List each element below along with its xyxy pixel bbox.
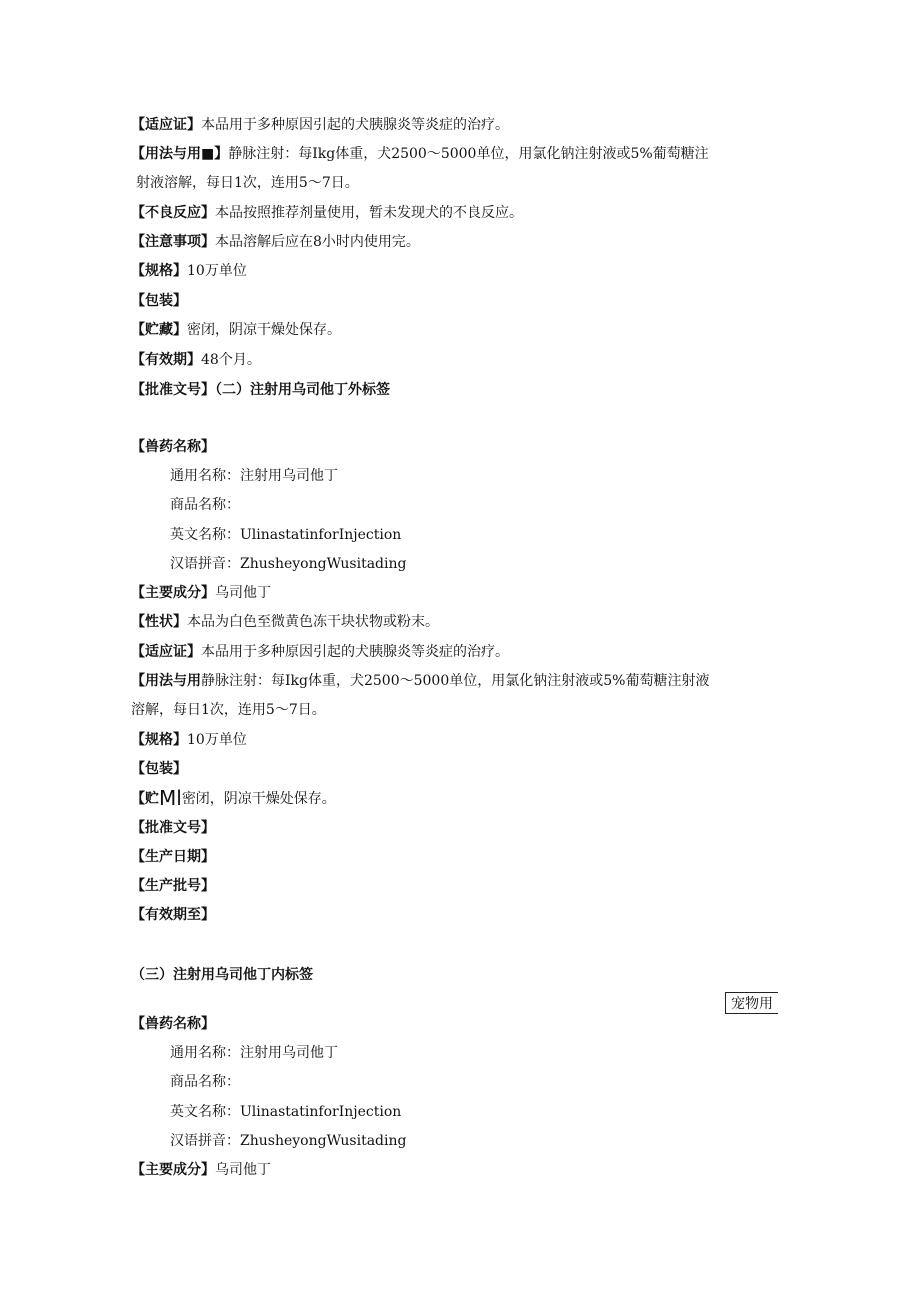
s3-name-label: 【兽药名称】 [131, 1016, 215, 1032]
s2-ingredient-text: 乌司他丁 [215, 585, 271, 601]
s2-approval-label: 【批准文号】 [131, 820, 215, 836]
s2-pinyin-name: 汉语拼音：ZhusheyongWusitading [170, 556, 407, 572]
s2-dosage-line-cont [131, 700, 326, 720]
s2-property-line [131, 612, 439, 632]
dosage-label: 【用法与用■】 [131, 146, 229, 162]
validity-label: 【有效期】 [131, 352, 201, 368]
adverse-text: 本品按照推荐剂量使用，暂未发现犬的不良反应。 [215, 205, 523, 221]
s2-dosage-text-cont: 溶解，每日1次，连用5～7日。 [131, 702, 326, 718]
s2-storage-label: 【贮 [131, 791, 159, 807]
s2-expiry-line [131, 905, 215, 925]
s2-name-label: 【兽药名称】 [131, 439, 215, 455]
dosage-line-cont [136, 173, 359, 193]
indication-label: 【适应证】 [131, 117, 201, 133]
storage-text: 密闭，阴凉干燥处保存。 [187, 322, 341, 338]
validity-text: 48个月。 [201, 352, 261, 368]
s3-heading-line [131, 965, 313, 985]
s2-storage-line [131, 788, 336, 808]
adverse-label: 【不良反应】 [131, 205, 215, 221]
s2-batch-line [131, 876, 215, 896]
s2-indication-label: 【适应证】 [131, 644, 201, 660]
package-line [131, 291, 187, 311]
storage-line [131, 320, 341, 340]
approval-line [131, 380, 390, 400]
s2-dosage-label: 【用法与用 [131, 673, 201, 689]
dosage-text: 静脉注射：每Ikg体重，犬2500～5000单位，用氯化钠注射液或5%葡萄糖注 [228, 146, 709, 162]
spec-label: 【规格】 [131, 263, 187, 279]
s2-spec-text: 10万单位 [187, 732, 247, 748]
dosage-line [131, 144, 709, 164]
s2-english-name: 英文名称：UlinastatinforInjection [170, 527, 402, 543]
dosage-text-cont: 射液溶解，每日1次，连用5～7日。 [136, 175, 359, 191]
s2-property-label: 【性状】 [131, 614, 187, 630]
s2-indication-text: 本品用于多种原因引起的犬胰腺炎等炎症的治疗。 [201, 644, 509, 660]
indication-text: 本品用于多种原因引起的犬胰腺炎等炎症的治疗。 [201, 117, 509, 133]
inner-label-heading: （三）注射用乌司他丁内标签 [131, 967, 313, 983]
s2-indication-line [131, 642, 509, 662]
s3-ingredient-line [131, 1160, 271, 1180]
s3-pinyin-name: 汉语拼音：ZhusheyongWusitading [170, 1133, 407, 1149]
s2-ingredient-label: 【主要成分】 [131, 585, 215, 601]
s2-production-date-label: 【生产日期】 [131, 849, 215, 865]
spec-text: 10万单位 [187, 263, 247, 279]
s2-storage-text: 密闭，阴凉干燥处保存。 [181, 791, 336, 807]
outer-label-heading: （二）注射用乌司他丁外标签 [215, 382, 390, 398]
s3-generic-name: 通用名称：注射用乌司他丁 [170, 1045, 338, 1061]
approval-label: 【批准文号】 [131, 382, 215, 398]
s2-approval-line [131, 818, 215, 838]
s3-ingredient-label: 【主要成分】 [131, 1162, 215, 1178]
s2-generic-name: 通用名称：注射用乌司他丁 [170, 468, 338, 484]
validity-line [131, 350, 261, 370]
s3-trade-name: 商品名称： [170, 1074, 240, 1090]
indication-line [131, 115, 509, 135]
s2-package-label: 【包装】 [131, 761, 187, 777]
s3-english-name: 英文名称：UlinastatinforInjection [170, 1104, 402, 1120]
pet-use-badge: 宠物用 [725, 992, 778, 1014]
s2-dosage-text: 静脉注射：每Ikg体重，犬2500～5000单位，用氯化钠注射液或5%葡萄糖注射液 [201, 673, 710, 689]
s2-spec-label: 【规格】 [131, 732, 187, 748]
s3-name-line [131, 1014, 215, 1034]
s2-ingredient-line [131, 583, 271, 603]
s2-expiry-label: 【有效期至】 [131, 907, 215, 923]
s2-spec-line [131, 730, 247, 750]
s2-name-line [131, 437, 215, 457]
s2-production-date-line [131, 847, 215, 867]
storage-label: 【贮藏】 [131, 322, 187, 338]
s2-storage-label-big: Ml [159, 786, 182, 810]
caution-text: 本品溶解后应在8小时内使用完。 [215, 234, 420, 250]
adverse-line [131, 203, 523, 223]
caution-line [131, 232, 420, 252]
spec-line [131, 261, 247, 281]
s2-batch-label: 【生产批号】 [131, 878, 215, 894]
s2-dosage-line [131, 671, 709, 691]
s2-property-text: 本品为白色至微黄色冻干块状物或粉末。 [187, 614, 439, 630]
package-label: 【包装】 [131, 293, 187, 309]
caution-label: 【注意事项】 [131, 234, 215, 250]
s3-ingredient-text: 乌司他丁 [215, 1162, 271, 1178]
s2-trade-name: 商品名称： [170, 497, 240, 513]
s2-package-line [131, 759, 187, 779]
